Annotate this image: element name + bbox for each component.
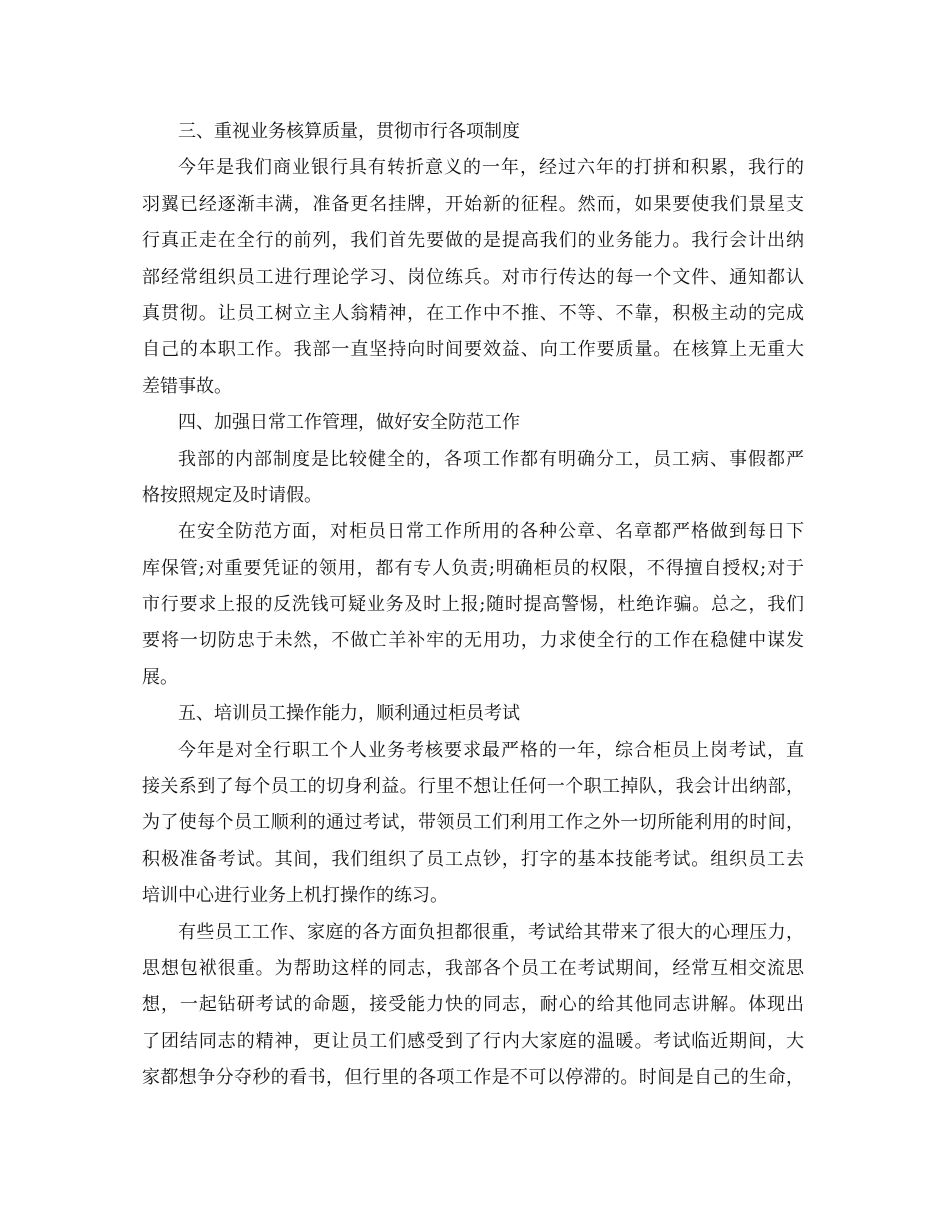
paragraph-line: 部经常组织员工进行理论学习、岗位练兵。对市行传达的每一个文件、通知都认 — [142, 266, 804, 288]
paragraph-line: 今年是对全行职工个人业务考核要求最严格的一年，综合柜员上岗考试，直 — [178, 739, 804, 761]
paragraph-line: 接关系到了每个员工的切身利益。行里不想让任何一个职工掉队，我会计出纳部， — [142, 776, 804, 798]
paragraph-line: 在安全防范方面，对柜员日常工作所用的各种公章、名章都严格做到每日下 — [178, 521, 804, 543]
paragraph-line: 展。 — [142, 666, 178, 688]
paragraph-line: 家都想争分夺秒的看书，但行里的各项工作是不可以停滞的。时间是自己的生命， — [142, 1067, 804, 1089]
paragraph-line: 市行要求上报的反洗钱可疑业务及时上报;随时提高警惕，杜绝诈骗。总之，我们 — [142, 594, 804, 616]
paragraph-line: 自己的本职工作。我部一直坚持向时间要效益、向工作要质量。在核算上无重大 — [142, 339, 804, 361]
section-heading: 三、重视业务核算质量，贯彻市行各项制度 — [178, 121, 520, 142]
paragraph-line: 为了使每个员工顺利的通过考试，带领员工们利用工作之外一切所能利用的时间， — [142, 812, 804, 834]
paragraph-line: 有些员工工作、家庭的各方面负担都很重，考试给其带来了很大的心理压力， — [178, 921, 804, 943]
paragraph-line: 今年是我们商业银行具有转折意义的一年，经过六年的打拼和积累，我行的 — [178, 157, 804, 179]
section-heading: 四、加强日常工作管理，做好安全防范工作 — [178, 412, 520, 434]
paragraph-line: 培训中心进行业务上机打操作的练习。 — [142, 885, 448, 907]
document-page — [142, 114, 804, 1097]
section-heading: 五、培训员工操作能力，顺利通过柜员考试 — [178, 703, 520, 725]
paragraph-line: 积极准备考试。其间，我们组织了员工点钞，打字的基本技能考试。组织员工去 — [142, 848, 804, 870]
paragraph-line: 了团结同志的精神，更让员工们感受到了行内大家庭的温暖。考试临近期间，大 — [142, 1030, 804, 1052]
paragraph-line: 行真正走在全行的前列，我们首先要做的是提高我们的业务能力。我行会计出纳 — [142, 230, 804, 252]
paragraph-line: 差错事故。 — [142, 375, 232, 397]
paragraph-line: 格按照规定及时请假。 — [142, 484, 322, 506]
paragraph-line: 羽翼已经逐渐丰满，准备更名挂牌，开始新的征程。然而，如果要使我们景星支 — [142, 193, 804, 215]
paragraph-line: 真贯彻。让员工树立主人翁精神，在工作中不推、不等、不靠，积极主动的完成 — [142, 302, 804, 324]
paragraph-line: 我部的内部制度是比较健全的，各项工作都有明确分工，员工病、事假都严 — [178, 448, 804, 470]
paragraph-line: 要将一切防忠于未然，不做亡羊补牢的无用功，力求使全行的工作在稳健中谋发 — [142, 630, 804, 652]
paragraph-line: 思想包袱很重。为帮助这样的同志，我部各个员工在考试期间，经常互相交流思 — [142, 957, 804, 979]
paragraph-line: 想，一起钻研考试的命题，接受能力快的同志，耐心的给其他同志讲解。体现出 — [142, 994, 804, 1016]
paragraph-line: 库保管;对重要凭证的领用，都有专人负责;明确柜员的权限，不得擅自授权;对于 — [142, 557, 804, 579]
